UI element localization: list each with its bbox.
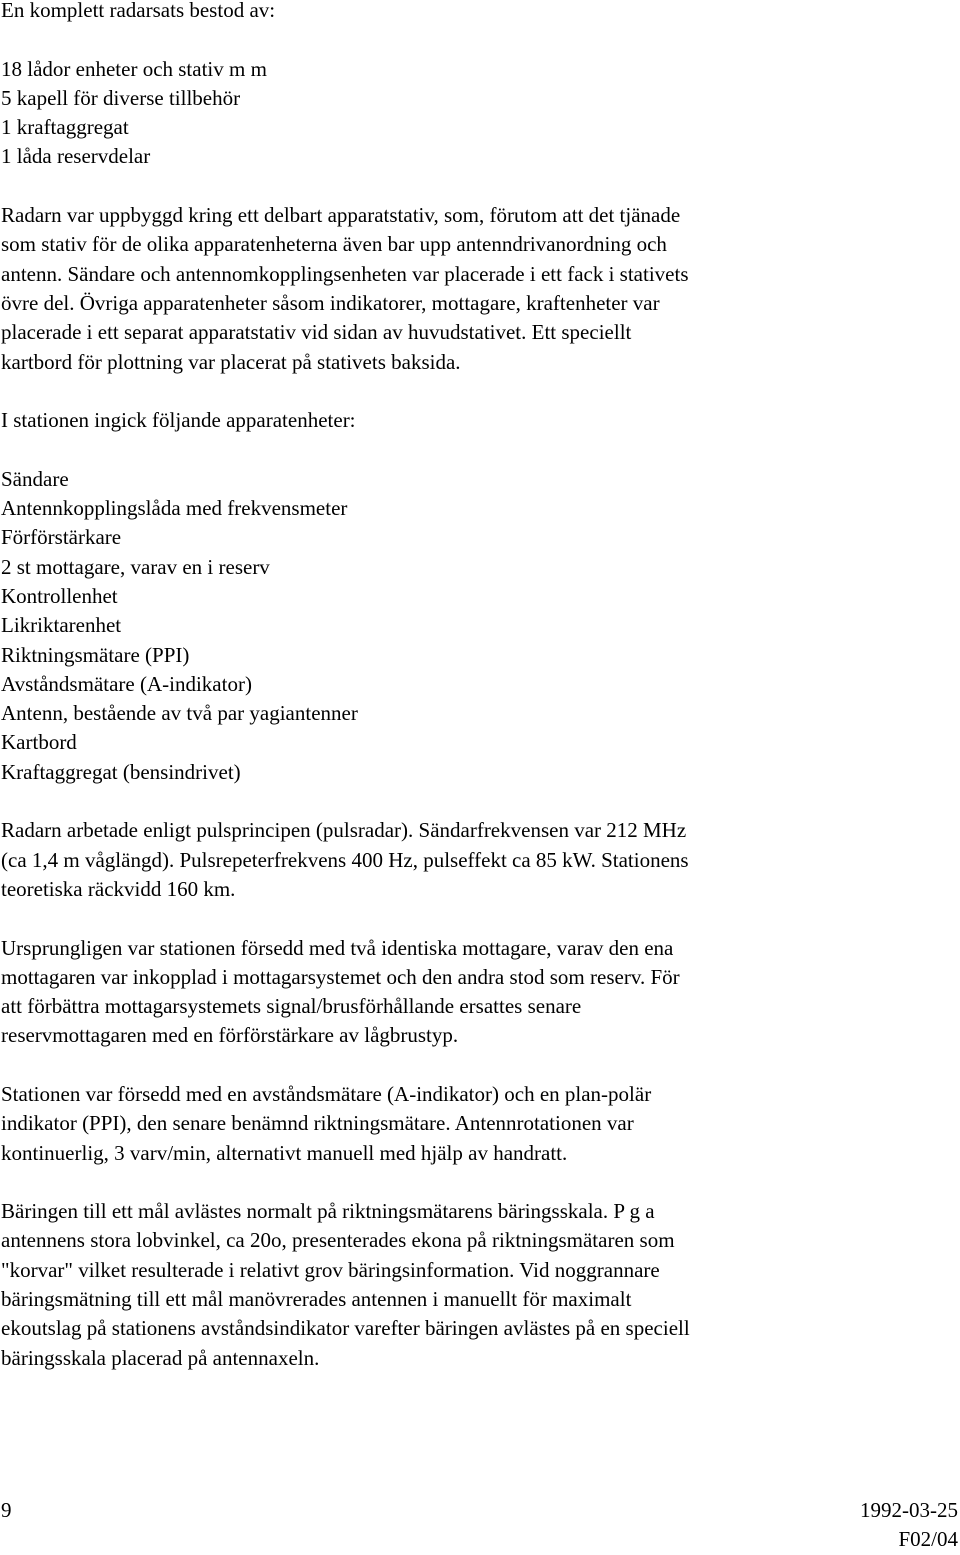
paragraph-line: Bäringen till ett mål avlästes normalt på riktningsmätarens bäringsskala. P g a — [1, 1199, 655, 1224]
paragraph-line: antenn. Sändare och antennomkopplingsenheten var placerade i ett fack i stativets — [1, 261, 689, 286]
spacer — [1, 172, 956, 201]
paragraph-line: antennens stora lobvinkel, ca 20o, presenterades ekona på riktningsmätaren som — [1, 1228, 675, 1253]
spacer — [1, 377, 956, 406]
spacer — [1, 904, 956, 933]
intro-paragraph — [1, 0, 956, 25]
paragraph-line: placerade i ett separat apparatstativ vid sidan av huvudstativet. Ett speciellt — [1, 320, 632, 345]
paragraph-structure — [1, 201, 956, 377]
paragraph-indicators — [1, 1080, 956, 1168]
paragraph-line: "korvar" vilket resulterade i relativt grov bäringsinformation. Vid noggrannare — [1, 1257, 660, 1282]
kit-item: 1 låda reservdelar — [1, 144, 151, 169]
unit-item: Antenn, bestående av två par yagiantenner — [1, 701, 358, 726]
paragraph-line: Radarn var uppbyggd kring ett delbart apparatstativ, som, förutom att det tjänade — [1, 203, 681, 228]
spacer — [1, 1051, 956, 1080]
units-list — [1, 465, 956, 787]
paragraph-line: bäringsmätning till ett mål manövrerades antennen i manuellt för maximalt — [1, 1287, 632, 1312]
paragraph-line: kontinuerlig, 3 varv/min, alternativt manuell med hjälp av handratt. — [1, 1140, 568, 1165]
spacer — [1, 1168, 956, 1197]
unit-item: 2 st mottagare, varav en i reserv — [1, 554, 270, 579]
paragraph-line: mottagaren var inkopplad i mottagarsystemet och den andra stod som reserv. För — [1, 964, 680, 989]
spacer — [1, 787, 956, 816]
footer-date: 1992-03-25 — [860, 1498, 958, 1522]
unit-item: Antennkopplingslåda med frekvensmeter — [1, 496, 348, 521]
paragraph-line: Radarn arbetade enligt pulsprincipen (pulsradar). Sändarfrekvensen var 212 MHz — [1, 818, 687, 843]
paragraph-specs — [1, 816, 956, 904]
paragraph-line: att förbättra mottagarsystemets signal/brusförhållande ersattes senare — [1, 994, 582, 1019]
paragraph-line: reservmottagaren med en förförstärkare av lågbrustyp. — [1, 1023, 459, 1048]
unit-item: Riktningsmätare (PPI) — [1, 642, 190, 667]
paragraph-bearing — [1, 1197, 956, 1373]
paragraph-line: som stativ för de olika apparatenheterna även bar upp antenndrivanordning och — [1, 232, 667, 257]
paragraph-line: indikator (PPI), den senare benämnd riktningsmätare. Antennrotationen var — [1, 1111, 634, 1136]
paragraph-line: Stationen var försedd med en avståndsmätare (A-indikator) och en plan-polär — [1, 1081, 652, 1106]
unit-item: Likriktarenhet — [1, 613, 122, 638]
paragraph-line: övre del. Övriga apparatenheter såsom indikatorer, mottagare, kraftenheter var — [1, 290, 660, 315]
units-heading — [1, 406, 956, 435]
paragraph-line: (ca 1,4 m våglängd). Pulsrepeterfrekvens 400 Hz, pulseffekt ca 85 kW. Stationens — [1, 847, 689, 872]
paragraph-line: kartbord för plottning var placerat på stativets baksida. — [1, 349, 461, 374]
paragraph-line: bäringsskala placerad på antennaxeln. — [1, 1345, 320, 1370]
unit-item: Kontrollenhet — [1, 583, 118, 608]
unit-item: Sändare — [1, 466, 69, 491]
paragraph-receivers — [1, 934, 956, 1051]
kit-item: 18 lådor enheter och stativ m m — [1, 56, 267, 81]
kit-item: 1 kraftaggregat — [1, 115, 129, 140]
paragraph-line: Ursprungligen var stationen försedd med två identiska mottagare, varav den ena — [1, 935, 674, 960]
paragraph-line: ekoutslag på stationens avståndsindikator varefter bäringen avlästes på en speciell — [1, 1316, 690, 1341]
page-footer-left — [1, 1496, 12, 1525]
intro-line: En komplett radarsats bestod av: — [1, 0, 276, 22]
kit-item: 5 kapell för diverse tillbehör — [1, 85, 241, 110]
page-footer-right — [860, 1496, 958, 1555]
document-page — [1, 0, 956, 1373]
footer-doc-code: F02/04 — [898, 1527, 958, 1552]
unit-item: Förförstärkare — [1, 525, 122, 550]
spacer — [1, 25, 956, 54]
units-heading-line: I stationen ingick följande apparatenheter: — [1, 408, 356, 433]
spacer — [1, 435, 956, 464]
unit-item: Kraftaggregat (bensindrivet) — [1, 759, 241, 784]
paragraph-line: teoretiska räckvidd 160 km. — [1, 876, 236, 901]
page-number: 9 — [1, 1498, 12, 1522]
unit-item: Avståndsmätare (A-indikator) — [1, 671, 252, 696]
kit-list — [1, 55, 956, 172]
unit-item: Kartbord — [1, 730, 77, 755]
